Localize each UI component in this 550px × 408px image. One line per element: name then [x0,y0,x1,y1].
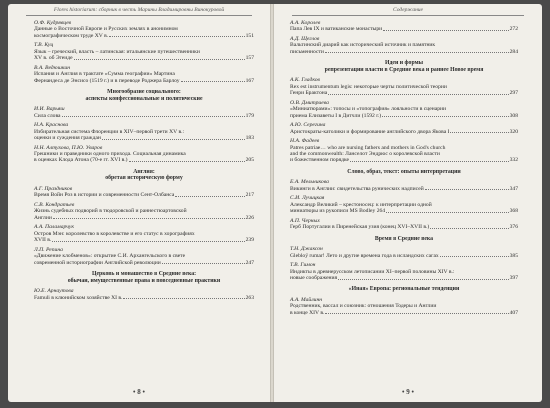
toc-author: А.Г. Праздников [34,186,73,193]
section-heading-line: Многообразие социального: [107,89,181,96]
toc-entry [290,218,518,231]
dot-leader [325,313,508,314]
toc-title-last-line [34,215,254,221]
toc-title-line: Родственник, вассал и союзник: отношения Тодеры и Англии [290,303,437,310]
right-page-number: • 9 • [402,388,414,396]
toc-title-line: Вальтинский диарий как исторический источник и памятник [290,42,436,49]
toc-title-line: Генри Брактона [290,90,328,97]
dot-leader [383,30,508,31]
toc-page-number: 385 [509,252,518,259]
toc-title-last-line [290,186,518,192]
toc-page-number: 284 [509,48,518,55]
toc-title-last-line [290,275,518,281]
toc-entry [34,122,254,141]
left-page [8,4,270,402]
toc-title-line: в оценках Клода Атона (70-е гг. XVI в.) [34,157,128,164]
toc-title-line: Жизнь судебных подворий в тюдоровской и раннестюартовской [34,208,187,215]
dot-leader [175,196,244,197]
toc-title-last-line [290,49,518,55]
toc-title-line: Папа Лев IX и ватиканские монастыри [290,26,383,33]
dot-leader [53,218,245,219]
toc-entry [34,186,254,199]
toc-entry [290,122,518,135]
toc-author: А.Д. Щеглов [290,36,320,42]
toc-title-line: XV в. об Эгеиде [34,55,73,62]
section-heading [290,60,518,73]
toc-title-last-line [34,237,254,243]
dot-leader [430,228,508,229]
left-header-rule [26,15,252,16]
toc-author: А.Ю. Серегина [290,122,326,129]
toc-author: Е.А. Мельникова [290,179,329,186]
toc-title-line: приема Елизаветы I в Дитчли (1592 г.) [290,112,382,119]
toc-author: Л.П. Репина [34,246,63,253]
toc-entry [290,20,518,33]
toc-page-number: 167 [245,77,254,84]
toc-title-line: новые соображения [290,275,338,282]
toc-title-last-line [290,253,518,259]
toc-title-last-line [34,33,254,39]
toc-title-line: Индикты в древнерусском летописании XI–первой половины XIV в.: [290,268,455,275]
toc-title-line: в конце XIV в. [290,309,325,316]
toc-author: Н.Н. Алтухова, П.Ю. Уваров [34,144,103,151]
toc-entry [34,42,254,61]
toc-title-line: Сила слова [34,112,61,119]
toc-page-number: 179 [245,112,254,119]
toc-title-line: Герб Португалии в Пиренейская узия (конец XVI–XVII в.) [290,224,430,231]
toc-entry [290,179,518,192]
toc-entry [290,262,518,281]
toc-entry [290,100,518,119]
section-heading [290,236,518,243]
toc-title-last-line [34,113,254,119]
toc-title-line: Glebloÿ rumar! Лето и другие времена года в исландских сагах [290,252,439,259]
dot-leader [62,116,245,117]
toc-author: Т.В. Гимон [290,262,316,269]
toc-title-line: «Движение клобменов»: открытие С.И. Архангельского в свете [34,253,186,260]
dot-leader [123,298,244,299]
toc-title-line: Грешники и праведники одного прихода. Социальная динамика [34,151,186,158]
toc-title-line: Александр Великий – крестоносец: к интерпретации одной [290,201,432,208]
toc-title-line: Избирательная система Флоренции в XIV–первой трети XV в.: [34,128,185,135]
toc-author: А.К. Гладков [290,77,320,84]
section-heading [34,271,254,284]
toc-author: И.И. Варьяш [34,106,65,113]
toc-page-number: 332 [509,157,518,164]
toc-page-number: 217 [245,192,254,199]
dot-leader [129,161,245,162]
toc-title-last-line [290,224,518,230]
section-heading-line: Англия: [133,168,155,175]
toc-entry [34,20,254,39]
toc-title-last-line [290,157,518,163]
toc-page-number: 368 [509,208,518,215]
toc-title-line: письменности [290,48,324,55]
toc-entry [290,246,518,259]
left-toc-list [34,20,254,382]
toc-author: Т.В. Куц [34,42,54,49]
toc-title-line: миниатюры из рукописи MS Bodley 264 [290,208,386,215]
dot-leader [440,256,509,257]
toc-author: А.П. Черных [290,217,320,224]
toc-author: А.А. Майлинн [290,297,322,304]
section-heading-line: Идеи и формы [384,60,424,67]
section-heading-line: Время в Средние века [374,235,434,242]
toc-title-line: Англии [34,214,52,221]
toc-title-line: Famuli в клюнийском хозяйстве XI в. [34,294,123,301]
toc-page-number: 151 [245,32,254,39]
toc-title-last-line [290,113,518,119]
toc-page-number: 376 [509,224,518,231]
dot-leader [74,59,245,60]
dot-leader [52,241,244,242]
toc-author: Н.А. Краснова [34,122,69,129]
dot-leader [102,139,245,140]
toc-title-last-line [34,135,254,141]
toc-author: Ю.Е. Арнаутова [34,288,74,295]
dot-leader [386,212,509,213]
dot-leader [328,94,508,95]
toc-entry [290,36,518,55]
toc-entry [34,145,254,164]
toc-title-line: Испания и Англия в трактате «Сумма географии» Мартина [34,71,175,78]
toc-page-number: 297 [509,90,518,97]
section-heading [290,169,518,176]
toc-title-line: Фернандеса де Энсисо (1519 г.) и в переводе Роджера Барлоу [34,77,180,84]
dot-leader [425,189,509,190]
toc-title-line: и божественном порядке [290,157,350,164]
toc-title-last-line [290,208,518,214]
toc-author: С.В. Кондратьев [34,202,75,209]
toc-entry [290,195,518,214]
toc-page-number: 205 [245,157,254,164]
toc-title-line: «Миниатюрами»: топосы и «топография» лояльности в сценарии [290,106,447,113]
toc-author: О.Ф. Кудрявцев [34,20,72,26]
toc-entry [290,297,518,316]
toc-title-line: Остров Мэн: королевство в королевстве и его статус в хорографиях [34,230,195,237]
toc-page-number: 347 [509,185,518,192]
toc-title-last-line [290,129,518,135]
dot-leader [338,279,509,280]
section-heading [290,286,518,293]
section-heading-line: репрезентации власти в Средние века и раннее Новое время [324,66,484,73]
right-toc-list [290,20,518,382]
toc-page-number: 308 [509,112,518,119]
toc-entry [34,224,254,243]
left-page-number: • 8 • [133,388,145,396]
section-heading-line: Церковь и монашество в Средние века: [91,271,197,278]
right-running-header: Содержание [392,7,423,13]
toc-entry [290,77,518,96]
toc-page-number: 263 [245,294,254,301]
section-heading [34,169,254,182]
toc-title-last-line [34,78,254,84]
toc-entry [34,106,254,119]
toc-author: В.А. Ведюшкин [34,64,70,71]
toc-title-last-line [34,55,254,61]
toc-author: Н.А. Фадеев [290,138,320,145]
toc-title-line: современной историографии Английской революции [34,259,161,266]
dot-leader [181,81,245,82]
toc-title-line: Время Войн Роз в истории и современности Сент-Олбанса [34,192,175,199]
toc-title-last-line [290,310,518,316]
toc-entry [34,202,254,221]
section-heading-line: Слово, образ, текст: опыты интерпретации [347,168,461,175]
right-header-rule [292,15,524,16]
toc-title-line: Аристократы-католики и формирование английского двора Якова I [290,128,450,135]
toc-title-last-line [34,260,254,266]
toc-page-number: 397 [509,275,518,282]
toc-title-last-line [290,90,518,96]
toc-title-line: Викинги в Англии: свидетельства рунических надписей [290,185,424,192]
dot-leader [382,116,508,117]
toc-author: А.А. Королев [290,20,321,26]
dot-leader [162,263,245,264]
dot-leader [350,161,509,162]
toc-entry [34,247,254,266]
left-running-header: Flores historiarum: сборник в честь Марины Владимировны Винокуровой [53,7,225,13]
dot-leader [450,132,508,133]
toc-page-number: 226 [245,214,254,221]
toc-title-line: оценки и суждения граждан [34,135,101,142]
toc-author: А.А. Паламарчук [34,224,75,231]
toc-page-number: 407 [509,309,518,316]
toc-title-last-line [34,192,254,198]
toc-title-last-line [34,157,254,163]
toc-entry [34,288,254,301]
toc-page-number: 183 [245,135,254,142]
toc-title-line: космографическом труде XV в. [34,32,109,39]
right-page [274,4,542,402]
toc-title-last-line [290,26,518,32]
toc-title-line: XVII в. [34,237,52,244]
dot-leader [109,36,244,37]
toc-title-line: Данные о Восточной Европе и Русских землях в анонимном [34,26,178,33]
section-heading [34,89,254,102]
section-heading-line: обычаи, имущественные права и повседневные практики [67,277,221,284]
dot-leader [325,52,509,53]
toc-page-number: 272 [509,26,518,33]
toc-title-line: and the commonwealth: Ланселот Эндрюс о королевской власти [290,151,440,158]
toc-author: С.И. Лучицкая [290,195,325,202]
toc-title-line: Язык – греческий, власть – латинская: итальянские путешественники [34,48,200,55]
section-heading-line: аспекты конфессиональные и политические [85,95,203,102]
toc-page-number: 157 [245,55,254,62]
toc-title-last-line [34,295,254,301]
toc-author: Т.Н. Джаксон [290,246,323,253]
toc-title-line: Patres patriae… who are nursing fathers and mothers in God's church [290,144,446,151]
toc-page-number: 247 [245,259,254,266]
section-heading-line: обретая историческую форму [105,175,183,182]
toc-author: О.В. Дмитриева [290,99,329,106]
toc-page-number: 320 [509,128,518,135]
section-heading-line: «Иная» Европа: региональные тенденции [348,286,460,293]
toc-entry [34,65,254,84]
toc-title-line: Rex est instrumentum legis: некоторые черты политической теории [290,83,447,90]
toc-entry [290,138,518,164]
toc-page-number: 239 [245,237,254,244]
